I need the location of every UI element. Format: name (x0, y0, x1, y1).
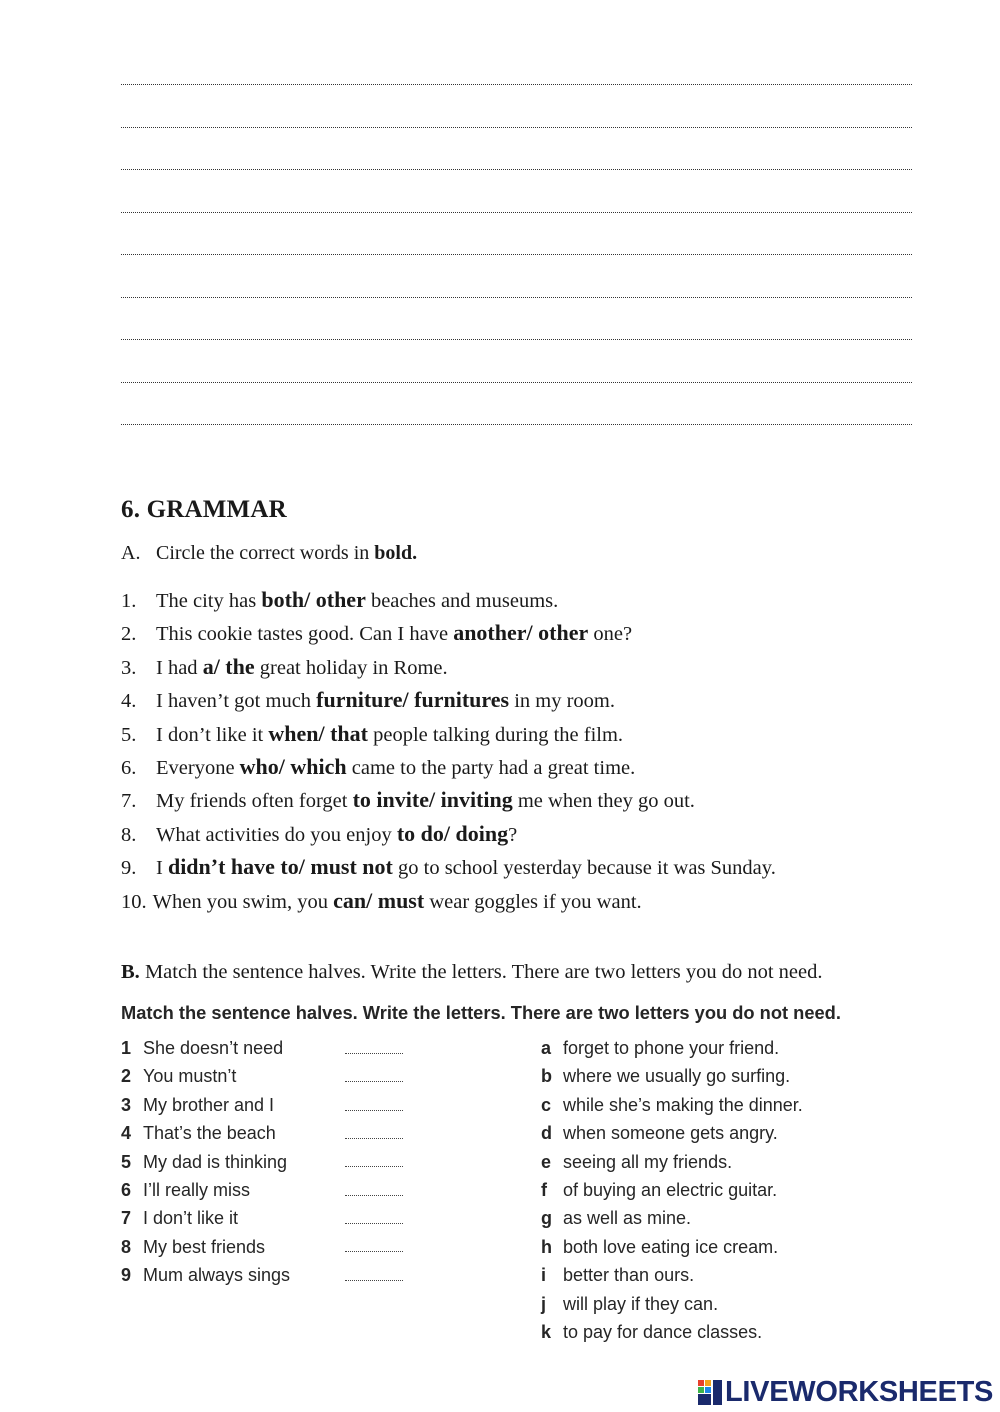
match-left-item (121, 1206, 403, 1234)
answer-blank[interactable] (345, 1251, 403, 1252)
answer-blank[interactable] (345, 1195, 403, 1196)
item-number: 1 (121, 1038, 132, 1058)
question-text: one? (588, 623, 633, 646)
question-item (121, 854, 921, 887)
match-left-item (121, 1235, 403, 1263)
item-text: as well as mine. (563, 1208, 692, 1229)
question-text: My friends often forget (156, 790, 353, 813)
answer-options[interactable]: can/ must (333, 887, 425, 913)
part-b-instruction (121, 961, 822, 984)
question-text: I had (156, 656, 203, 679)
item-number: 9 (121, 1265, 132, 1286)
question-number: 9. (121, 857, 137, 880)
question-text: wear goggles if you want. (424, 890, 642, 913)
question-text: me when they go out. (512, 790, 695, 813)
item-text: My dad is thinking (143, 1151, 288, 1172)
match-left-column (121, 1036, 403, 1292)
writing-line (121, 297, 912, 298)
item-text: seeing all my friends. (563, 1151, 733, 1172)
question-number: 5. (121, 723, 137, 746)
match-left-item (121, 1263, 403, 1291)
item-letter: d (541, 1123, 552, 1144)
question-number: 6. (121, 756, 137, 779)
question-text: What activities do you enjoy (156, 823, 397, 846)
match-right-item (541, 1064, 803, 1092)
item-letter: b (541, 1066, 552, 1087)
question-text: came to the party had a great time. (346, 756, 636, 779)
item-text: of buying an electric guitar. (563, 1179, 778, 1200)
item-number: 3 (121, 1094, 132, 1115)
match-left-item (121, 1064, 403, 1092)
match-right-column (541, 1036, 803, 1348)
item-letter: g (541, 1208, 552, 1229)
item-text: forget to phone your friend. (563, 1038, 780, 1058)
item-letter: c (541, 1094, 552, 1115)
answer-options[interactable]: to invite/ inviting (352, 787, 513, 813)
match-right-item (541, 1093, 803, 1121)
writing-line (121, 84, 912, 85)
question-text: The city has (156, 590, 262, 612)
part-b-text: Match the sentence halves. Write the letters. There are two letters you do not need. (139, 961, 823, 983)
match-left-item (121, 1036, 403, 1064)
item-letter: j (541, 1293, 547, 1314)
answer-options[interactable]: to do/ doing (396, 820, 509, 846)
question-item (121, 888, 921, 921)
answer-blank[interactable] (345, 1223, 403, 1224)
question-number: 10. (121, 890, 147, 913)
item-letter: f (541, 1179, 547, 1200)
item-text: My brother and I (143, 1094, 275, 1115)
match-right-item (541, 1206, 803, 1234)
answer-blank[interactable] (345, 1280, 403, 1281)
answer-options[interactable]: another/ other (453, 620, 589, 646)
answer-blank[interactable] (345, 1053, 403, 1054)
question-text: great holiday in Rome. (254, 656, 448, 679)
item-text: That’s the beach (143, 1123, 276, 1144)
question-item (121, 620, 921, 653)
item-number: 4 (121, 1123, 132, 1144)
match-left-item (121, 1121, 403, 1149)
match-right-item (541, 1121, 803, 1149)
question-number: 8. (121, 823, 137, 846)
answer-options[interactable]: didn’t have to/ must not (167, 854, 393, 880)
answer-blank[interactable] (345, 1110, 403, 1111)
question-number: 1. (121, 590, 137, 612)
question-item (121, 754, 921, 787)
item-number: 2 (121, 1066, 132, 1087)
match-right-item (541, 1292, 803, 1320)
question-text: ? (508, 823, 518, 846)
answer-options[interactable]: when/ that (268, 720, 368, 746)
liveworksheets-logo-icon (697, 1377, 723, 1407)
item-text: better than ours. (563, 1265, 695, 1286)
part-a-text: Circle the correct words in (156, 542, 375, 564)
writing-line (121, 339, 912, 340)
item-letter: e (541, 1151, 552, 1172)
item-text: You mustn’t (143, 1066, 237, 1087)
item-letter: h (541, 1236, 552, 1257)
item-text: when someone gets angry. (563, 1123, 778, 1144)
question-text: in my room. (509, 690, 616, 713)
match-left-item (121, 1150, 403, 1178)
item-text: while she’s making the dinner. (563, 1094, 803, 1115)
part-a-bold: bold. (374, 542, 418, 564)
match-right-item (541, 1320, 803, 1348)
question-item (121, 787, 921, 820)
item-text: both love eating ice cream. (563, 1236, 779, 1257)
answer-blank[interactable] (345, 1138, 403, 1139)
item-text: I don’t like it (143, 1208, 239, 1229)
answer-blank[interactable] (345, 1081, 403, 1082)
question-item (121, 721, 921, 754)
item-text: Mum always sings (143, 1265, 291, 1286)
section-heading: 6. GRAMMAR (121, 496, 287, 523)
match-left-item (121, 1093, 403, 1121)
item-text: My best friends (143, 1236, 266, 1257)
match-right-item (541, 1150, 803, 1178)
match-right-item (541, 1036, 803, 1064)
question-list (121, 587, 921, 921)
question-item (121, 687, 921, 720)
question-text: Everyone (156, 756, 240, 779)
liveworksheets-logo[interactable] (697, 1374, 993, 1410)
question-text: people talking during the film. (368, 723, 624, 746)
question-text: This cookie tastes good. Can I have (156, 623, 454, 646)
question-text: When you swim, you (152, 890, 334, 913)
match-right-item (541, 1263, 803, 1291)
question-number: 3. (121, 656, 137, 679)
match-title: Match the sentence halves. Write the letters. There are two letters you do not need. (121, 1002, 841, 1023)
question-text: I (156, 857, 168, 880)
item-text: where we usually go surfing. (563, 1066, 791, 1087)
question-text: go to school yesterday because it was Sunday. (392, 857, 776, 880)
item-text: I’ll really miss (143, 1179, 251, 1200)
question-item (121, 654, 921, 687)
writing-line (121, 169, 912, 170)
writing-line (121, 127, 912, 128)
question-number: 4. (121, 690, 137, 713)
part-b-label: B. (121, 961, 140, 983)
logo-text: LIVEWORKSHEETS (725, 1375, 994, 1408)
question-text: I haven’t got much (156, 690, 317, 713)
match-right-item (541, 1178, 803, 1206)
match-left-item (121, 1178, 403, 1206)
match-right-item (541, 1235, 803, 1263)
writing-line (121, 212, 912, 213)
item-text: will play if they can. (563, 1293, 719, 1314)
question-item (121, 587, 921, 620)
answer-options[interactable]: furniture/ furnitures (316, 687, 510, 713)
question-item (121, 821, 921, 854)
item-number: 8 (121, 1236, 132, 1257)
question-text: I don’t like it (156, 723, 269, 746)
item-number: 6 (121, 1179, 132, 1200)
item-text: to pay for dance classes. (563, 1321, 763, 1342)
answer-options[interactable]: both/ other (261, 587, 366, 612)
part-a-label: A. (121, 542, 141, 564)
writing-line (121, 254, 912, 255)
item-number: 7 (121, 1208, 132, 1229)
question-number: 2. (121, 623, 137, 646)
answer-options[interactable]: a/ the (202, 653, 255, 679)
item-text: She doesn’t need (143, 1038, 284, 1058)
question-text: beaches and museums. (365, 590, 559, 612)
writing-line (121, 382, 912, 383)
answer-options[interactable]: who/ which (239, 753, 347, 779)
item-letter: a (541, 1038, 552, 1058)
writing-line (121, 424, 912, 425)
item-number: 5 (121, 1151, 132, 1172)
item-letter: i (541, 1265, 547, 1286)
item-letter: k (541, 1321, 552, 1342)
answer-blank[interactable] (345, 1166, 403, 1167)
part-a-instruction (121, 542, 417, 565)
question-number: 7. (121, 790, 137, 813)
